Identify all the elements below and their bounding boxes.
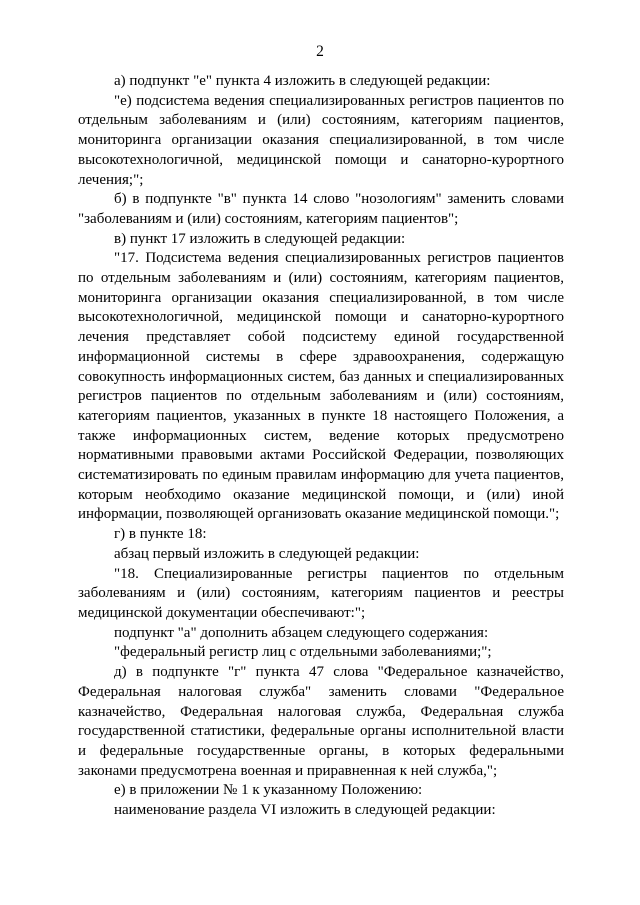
paragraph-amendment-e: е) в приложении № 1 к указанному Положению: <box>114 782 423 799</box>
paragraph-amendment-a: а) подпункт "е" пункта 4 изложить в следующей редакции: <box>114 73 491 89</box>
paragraph-subpoint-a-addition: подпункт "а" дополнить абзацем следующего содержания: <box>114 624 489 641</box>
paragraph-point-18-text: "18. Специализированные регистры пациентов по отдельным заболеваниям и (или) состояниям, категориям пациентов и реестры медицинской документации обеспечивают:"; <box>78 565 564 621</box>
paragraph-first-abzac: абзац первый изложить в следующей редакции: <box>114 545 420 562</box>
paragraph-point-17-text: "17. Подсистема ведения специализированных регистров пациентов по отдельным заболеваниям и (или) состояниям, категориям пациентов, мониторинга организации оказания специализированной, в том числе высокотехнологичной, медицинской помощи и санаторно-курортного лечения представляет собой подсистему единой государственной информационной системы в сфере здравоохранения, содержащую совокупность информационных систем, баз данных и специализированных регистров пациентов по отдельным заболеваниям и (или) состояниям, категориям пациентов, указанных в пункте 18 настоящего Положения, а также информационных систем, ведение которых предусмотрено нормативными правовыми актами Российской Федерации, позволяющих систематизировать по единым правилам информацию для учета пациентов, которым необходимо оказание медицинской помощи, и (или) иной информации, позволяющей организовать оказание медицинской помощи."; <box>78 250 564 523</box>
paragraph-subpoint-e-text: "е) подсистема ведения специализированных регистров пациентов по отдельным заболеваниям и (или) состояниям, категориям пациентов, мониторинга организации оказания специализированной, в том числе высокотехнологичной, медицинской помощи и санаторно-курортного лечения;"; <box>78 92 564 188</box>
paragraph-amendment-v: в) пункт 17 изложить в следующей редакции: <box>114 230 406 247</box>
document-body <box>78 72 564 821</box>
paragraph-section-vi-title: наименование раздела VI изложить в следующей редакции: <box>114 802 496 819</box>
paragraph-amendment-d: д) в подпункте "г" пункта 47 слова "Федеральное казначейство, Федеральная налоговая служба" заменить словами "Федеральное казначейство, Федеральная налоговая служба, Федеральная служба государственной статистики, федеральные органы исполнительной власти и федеральные государственные органы, в которых федеральными законами предусмотрена военная и приравненная к ней служба,"; <box>78 664 564 779</box>
paragraph-amendment-g: г) в пункте 18: <box>114 526 207 543</box>
paragraph-federal-register: "федеральный регистр лиц с отдельными заболеваниями;"; <box>114 644 492 661</box>
paragraph-amendment-b: б) в подпункте "в" пункта 14 слово "нозологиям" заменить словами "заболеваниям и (или) состояниям, категориям пациентов"; <box>78 191 564 227</box>
page-number: 2 <box>316 43 324 60</box>
